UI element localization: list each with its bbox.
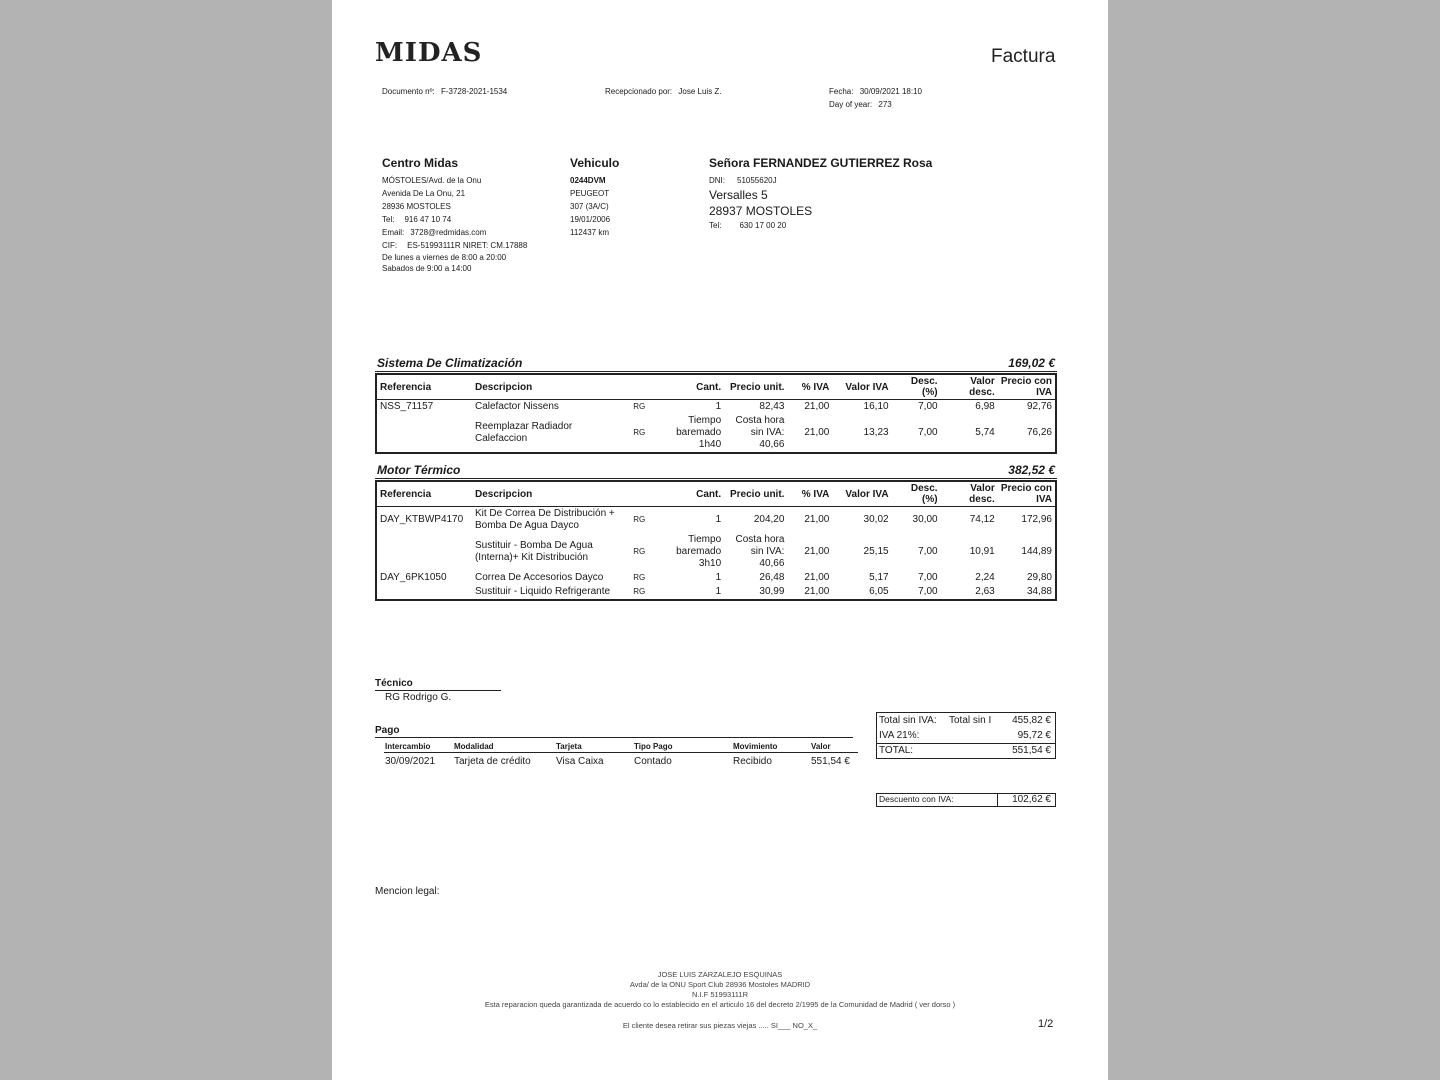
cell-pcon: 92,76: [1026, 401, 1052, 412]
pago-col-valor: Valor: [811, 742, 831, 751]
section-header-motor: [375, 463, 1057, 479]
iva-label: IVA 21%:: [879, 730, 920, 741]
client-address1: Versalles 5: [709, 188, 768, 202]
client-tel: [709, 219, 932, 232]
client-block: [709, 156, 932, 232]
cell-vdesc: 74,12: [969, 514, 995, 525]
dni-value: 51055620J: [737, 176, 777, 185]
cell-vdesc: 6,98: [975, 401, 995, 412]
cell-viva: 30,02: [863, 514, 889, 525]
document-type: Factura: [991, 46, 1056, 67]
tecnico-title: Técnico: [375, 678, 501, 691]
col-cant: Cant.: [661, 481, 724, 507]
section-title: Sistema De Climatización: [377, 356, 523, 370]
total-sin-iva-value: 455,82 €: [1012, 715, 1051, 726]
client-name: Señora FERNANDEZ GUTIERREZ Rosa: [709, 156, 933, 170]
centro-title: Centro Midas: [382, 156, 459, 170]
section-title: Motor Térmico: [377, 463, 461, 477]
col-pcon: Precio con IVA: [998, 481, 1056, 507]
cell-pcon: 172,96: [1021, 514, 1052, 525]
vehicle-plate: 0244DVM: [570, 176, 606, 185]
col-vdesc: Valor desc.: [941, 374, 998, 400]
pago-title: Pago: [375, 725, 853, 738]
cell-ref: DAY_6PK1050: [380, 572, 447, 583]
cell-desc: Kit De Correa De Distribución + Bomba De Agua Dayco: [474, 508, 615, 531]
pago-col-tipo: Tipo Pago: [634, 742, 673, 751]
col-rg: [630, 481, 661, 507]
table-row: [376, 414, 1056, 453]
cell-viva: 25,15: [863, 546, 889, 557]
cell-piva: 21,00: [804, 514, 830, 525]
centro-line2: Avenida De La Onu, 21: [382, 189, 466, 198]
cif-label: CIF:: [382, 241, 398, 250]
cell-rg: RG: [633, 515, 646, 524]
cell-dto: 7,00: [918, 572, 938, 583]
midas-logo: MIDAS: [375, 38, 483, 68]
cell-vdesc: 10,91: [969, 546, 995, 557]
table-row: [376, 585, 1056, 600]
col-piva: % IVA: [787, 374, 832, 400]
table-header-row: [376, 374, 1056, 400]
centro-cif: [382, 239, 527, 252]
tel-label: Tel:: [382, 215, 395, 224]
doc-number-label: Documento nº:: [382, 87, 435, 96]
col-dto: Desc. (%): [892, 481, 941, 507]
cell-rg: RG: [633, 573, 646, 582]
col-viva: Valor IVA: [832, 374, 891, 400]
pago-tarjeta: Visa Caixa: [556, 756, 604, 767]
col-cant: Cant.: [661, 374, 724, 400]
tecnico-value: RG Rodrigo G.: [385, 692, 452, 703]
footer-line2: Avda/ de la ONU Sport Club 28936 Mostoles MADRID: [629, 980, 811, 989]
cif-value: ES-51993111R NIRET: CM.17888: [407, 241, 528, 250]
cell-cant: 1: [715, 401, 722, 412]
client-tel-label: Tel:: [709, 221, 722, 230]
cell-rg: RG: [633, 428, 646, 437]
pago-valor: 551,54 €: [811, 756, 850, 767]
centro-line3: 28936 MOSTOLES: [382, 202, 451, 211]
cell-piva: 21,00: [804, 572, 830, 583]
total-sin-iva-label2: Total sin I: [949, 715, 992, 726]
cell-precio: Costa hora sin IVA: 40,66: [735, 534, 785, 569]
vehicle-make: PEUGEOT: [570, 189, 610, 198]
discount-divider: [997, 794, 998, 806]
pago-movimiento: Recibido: [733, 756, 772, 767]
cell-viva: 6,05: [869, 586, 889, 597]
col-dto: Desc. (%): [892, 374, 941, 400]
cell-vdesc: 5,74: [975, 427, 995, 438]
cell-dto: 7,00: [918, 546, 938, 557]
document-number: [382, 85, 507, 98]
table-header-row: [376, 481, 1056, 507]
table-row: [376, 533, 1056, 571]
email-value: 3728@redmidas.com: [410, 228, 487, 237]
vehicle-block: [570, 156, 619, 239]
footer-line3: N.I.F 51993111R: [691, 990, 748, 999]
pago-col-modalidad: Modalidad: [454, 742, 494, 751]
date-label: Fecha:: [829, 87, 854, 96]
cell-precio: 26,48: [759, 572, 785, 583]
client-dni: [709, 174, 932, 187]
doc-number-value: F-3728-2021-1534: [440, 87, 508, 96]
pago-modalidad: Tarjeta de crédito: [454, 756, 531, 767]
section-total: 382,52 €: [1008, 463, 1055, 477]
col-descripcion: Descripcion: [472, 481, 630, 507]
col-referencia: Referencia: [376, 481, 472, 507]
tel-value: 916 47 10 74: [404, 215, 452, 224]
col-piva: % IVA: [787, 481, 832, 507]
cell-piva: 21,00: [804, 546, 830, 557]
vehicle-km: 112437 km: [570, 228, 609, 237]
cell-vdesc: 2,24: [975, 572, 995, 583]
cell-cant: Tiempo baremado 3h10: [676, 534, 722, 569]
discount-box: [876, 793, 1056, 807]
cell-dto: 7,00: [918, 586, 938, 597]
cell-piva: 21,00: [804, 401, 830, 412]
cell-desc: Sustituir - Liquido Refrigerante: [474, 586, 611, 597]
date-value: 30/09/2021 18:10: [859, 87, 922, 96]
col-precio: Precio unit.: [724, 374, 787, 400]
items-table-motor: [375, 480, 1057, 601]
items-table-climatizacion: [375, 373, 1057, 454]
cell-desc: Sustituir - Bomba De Agua (Interna)+ Kit Distribución: [474, 540, 593, 563]
total-label: TOTAL:: [879, 745, 914, 756]
doy-label: Day of year:: [829, 100, 873, 109]
footer-line1: JOSE LUIS ZARZALEJO ESQUINAS: [657, 970, 783, 979]
pago-col-movimiento: Movimiento: [733, 742, 778, 751]
cell-desc: Reemplazar Radiador Calefaccion: [474, 421, 573, 444]
col-precio: Precio unit.: [724, 481, 787, 507]
col-viva: Valor IVA: [832, 481, 891, 507]
cell-cant: 1: [715, 572, 722, 583]
pago-col-intercambio: Intercambio: [385, 742, 431, 751]
hours-saturday: Sabados de 9:00 a 14:00: [382, 264, 472, 273]
cell-precio: 82,43: [759, 401, 785, 412]
total-value: 551,54 €: [1012, 745, 1051, 756]
col-pcon: Precio con IVA: [998, 374, 1056, 400]
invoice-date: [829, 85, 922, 98]
section-header-climatizacion: [375, 356, 1057, 372]
email-label: Email:: [382, 228, 405, 237]
cell-rg: RG: [633, 587, 646, 596]
section-total: 169,02 €: [1008, 356, 1055, 370]
hours-weekdays: De lunes a viernes de 8:00 a 20:00: [382, 253, 507, 262]
cell-precio: 204,20: [753, 514, 785, 525]
centro-tel: [382, 213, 527, 226]
received-by-value: Jose Luis Z.: [678, 87, 722, 96]
cell-cant: 1: [715, 586, 722, 597]
cell-dto: 30,00: [912, 514, 938, 525]
cell-rg: RG: [633, 547, 646, 556]
day-of-year: [829, 98, 892, 111]
doy-value: 273: [878, 100, 892, 109]
pago-divider: [384, 752, 858, 753]
cell-viva: 16,10: [863, 401, 889, 412]
discount-value: 102,62 €: [1012, 794, 1051, 805]
cell-cant: Tiempo baremado 1h40: [676, 415, 722, 450]
cell-precio: 30,99: [759, 586, 785, 597]
col-referencia: Referencia: [376, 374, 472, 400]
cell-ref: DAY_KTBWP4170: [380, 514, 464, 525]
cell-ref: [376, 533, 472, 571]
discount-label: Descuento con IVA:: [879, 794, 954, 804]
dni-label: DNI:: [709, 176, 725, 185]
footer: [332, 970, 1108, 1010]
table-row: [376, 400, 1056, 415]
col-descripcion: Descripcion: [472, 374, 630, 400]
pago-intercambio: 30/09/2021: [385, 756, 436, 767]
pago-tipo: Contado: [634, 756, 672, 767]
footer-line4: Esta reparacion queda garantizada de acuerdo co lo establecido en el articulo 16 del decreto 2/1995 de la Comunidad de Madrid ( ver dorso ): [484, 1000, 956, 1009]
total-sin-iva-label: Total sin IVA:: [879, 715, 937, 726]
cell-dto: 7,00: [918, 427, 938, 438]
cell-pcon: 144,89: [1021, 546, 1052, 557]
legal-mention: Mencion legal:: [375, 886, 440, 897]
cell-dto: 7,00: [918, 401, 938, 412]
col-vdesc: Valor desc.: [941, 481, 998, 507]
cell-rg: RG: [633, 402, 646, 411]
vehicle-title: Vehiculo: [570, 156, 620, 170]
cell-pcon: 34,88: [1026, 586, 1052, 597]
table-row: [376, 507, 1056, 534]
pago-col-tarjeta: Tarjeta: [556, 742, 582, 751]
invoice-page: [332, 0, 1108, 1080]
cell-precio: Costa hora sin IVA: 40,66: [735, 415, 785, 450]
cell-viva: 13,23: [863, 427, 889, 438]
footer-old-parts: El cliente desea retirar sus piezas viejas ..... SI___ NO_X_: [622, 1021, 818, 1030]
cell-ref: [376, 585, 472, 600]
client-address2: 28937 MOSTOLES: [709, 204, 813, 218]
totals-divider: [877, 743, 1055, 744]
cell-desc: Correa De Accesorios Dayco: [474, 572, 604, 583]
cell-cant: 1: [715, 514, 722, 525]
centro-line1: MÓSTOLES/Avd. de la Onu: [382, 176, 482, 185]
cell-pcon: 76,26: [1026, 427, 1052, 438]
vehicle-model: 307 (3A/C): [570, 202, 609, 211]
totals-box: [876, 712, 1056, 759]
page-number: 1/2: [1038, 1018, 1054, 1030]
cell-piva: 21,00: [804, 586, 830, 597]
table-row: [376, 571, 1056, 585]
centro-email: [382, 226, 527, 239]
received-by-label: Recepcionado por:: [605, 87, 673, 96]
cell-ref: NSS_71157: [380, 401, 434, 412]
received-by: [605, 85, 722, 98]
cell-ref: [376, 414, 472, 453]
iva-value: 95,72 €: [1017, 730, 1051, 741]
vehicle-date: 19/01/2006: [570, 215, 611, 224]
cell-desc: Calefactor Nissens: [474, 401, 559, 412]
client-tel-value: 630 17 00 20: [739, 221, 787, 230]
cell-pcon: 29,80: [1026, 572, 1052, 583]
cell-piva: 21,00: [804, 427, 830, 438]
cell-viva: 5,17: [869, 572, 889, 583]
centro-block: [382, 156, 527, 274]
col-rg: [630, 374, 661, 400]
cell-vdesc: 2,63: [975, 586, 995, 597]
